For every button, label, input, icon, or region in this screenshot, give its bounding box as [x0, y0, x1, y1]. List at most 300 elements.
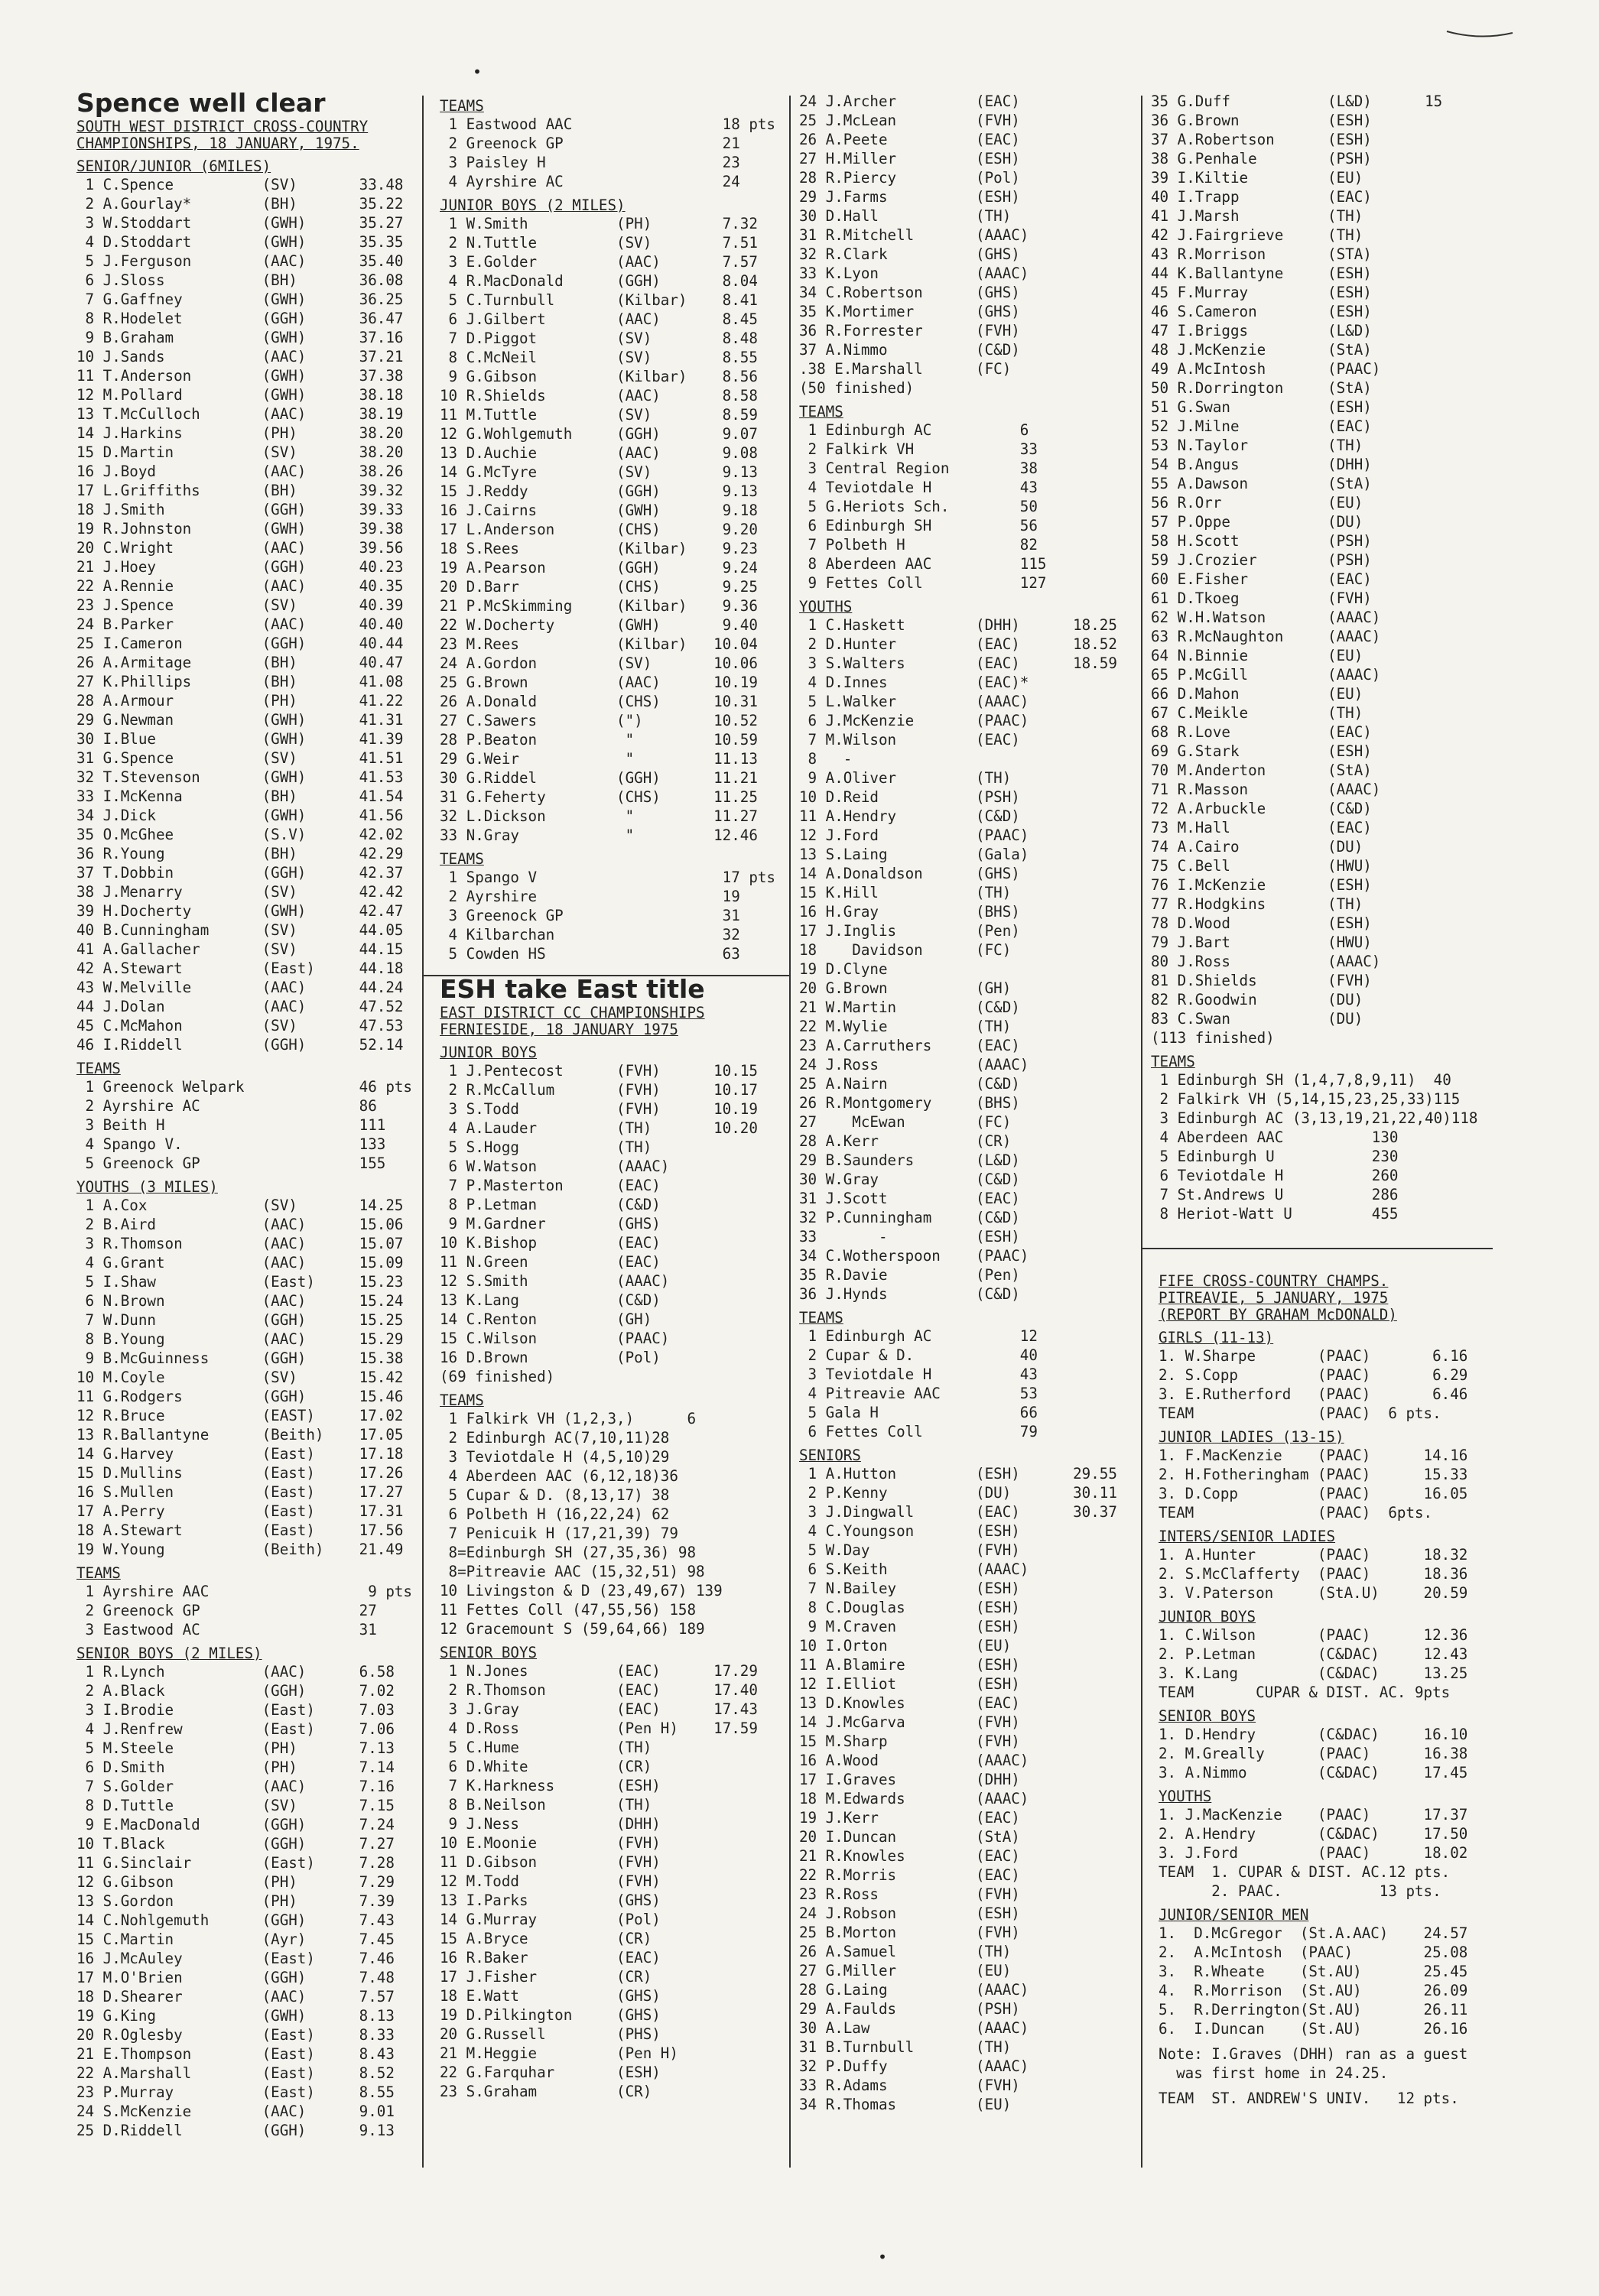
result-line: 7 D.Piggot (SV) 8.48: [440, 330, 758, 347]
result-line: 17 J.Inglis (Pen): [799, 922, 1020, 940]
result-line: 10 M.Coyle (SV) 15.42: [76, 1369, 404, 1386]
result-line: 16 S.Mullen (East) 17.27: [76, 1483, 404, 1501]
result-line: TEAM (PAAC) 6 pts.: [1159, 1405, 1441, 1422]
result-line: 6 Teviotdale H 260: [1151, 1167, 1399, 1184]
result-line: 18 M.Edwards (AAAC): [799, 1790, 1029, 1807]
result-line: 11 N.Green (EAC): [440, 1253, 661, 1271]
section-heading: SENIOR BOYS (2 MILES): [76, 1645, 262, 1662]
result-line: 2 Ayrshire AC 86: [76, 1097, 377, 1115]
result-line: 1. F.MacKenzie (PAAC) 14.16: [1159, 1447, 1468, 1464]
result-line: 24 J.Ross (AAAC): [799, 1056, 1029, 1073]
result-line: 8 B.Young (AAC) 15.29: [76, 1330, 404, 1348]
result-line: 1. D.McGregor (St.A.AAC) 24.57: [1159, 1924, 1468, 1942]
result-line: 15 K.Hill (TH): [799, 884, 1012, 901]
result-line: 11 G.Rodgers (GGH) 15.46: [76, 1388, 404, 1405]
result-line: 73 M.Hall (EAC): [1151, 819, 1372, 836]
result-line: 3 J.Gray (EAC) 17.43: [440, 1700, 758, 1718]
result-line: 35 R.Davie (Pen): [799, 1266, 1020, 1284]
result-line: 68 R.Love (EAC): [1151, 723, 1372, 741]
result-line: 2 Falkirk VH 33: [799, 440, 1038, 458]
result-line: 36 R.Young (BH) 42.29: [76, 845, 404, 862]
result-line: 27 C.Sawers (") 10.52: [440, 712, 758, 729]
result-line: 15 A.Bryce (CR): [440, 1930, 652, 1947]
result-line: 5 Greenock GP 155: [76, 1154, 386, 1172]
result-line: 7 P.Masterton (EAC): [440, 1177, 661, 1194]
result-line: 14 C.Nohlgemuth (GGH) 7.43: [76, 1911, 395, 1929]
result-line: 19 D.Pilkington (GHS): [440, 2006, 661, 2024]
result-line: 81 D.Shields (FVH): [1151, 972, 1372, 989]
result-line: 1 Edinburgh AC 6: [799, 421, 1029, 439]
result-line: 20 D.Barr (CHS) 9.25: [440, 578, 758, 596]
result-line: 18 D.Shearer (AAC) 7.57: [76, 1988, 395, 2005]
result-line: 22 W.Docherty (GWH) 9.40: [440, 616, 758, 634]
result-line: 21 E.Thompson (East) 8.43: [76, 2045, 395, 2063]
result-line: 30 I.Blue (GWH) 41.39: [76, 730, 404, 748]
result-line: 3 E.Golder (AAC) 7.57: [440, 253, 758, 271]
result-line: 56 R.Orr (EU): [1151, 494, 1363, 511]
result-line: 4 A.Lauder (TH) 10.20: [440, 1119, 758, 1137]
result-line: 21 M.Heggie (Pen H): [440, 2044, 678, 2062]
result-line: 6 J.McKenzie (PAAC): [799, 712, 1029, 729]
result-line: 24 B.Parker (AAC) 40.40: [76, 615, 404, 633]
result-line: 3. A.Nimmo (C&DAC) 17.45: [1159, 1764, 1468, 1781]
result-line: 8 B.Neilson (TH): [440, 1796, 652, 1814]
result-line: 46 I.Riddell (GGH) 52.14: [76, 1036, 404, 1054]
section-gap: [440, 1386, 776, 1392]
result-line: 22 G.Farquhar (ESH): [440, 2064, 661, 2081]
result-line: 27 K.Phillips (BH) 41.08: [76, 673, 404, 690]
result-line: 41 A.Gallacher (SV) 44.15: [76, 940, 404, 958]
result-line: 3 Central Region 38: [799, 460, 1038, 477]
result-line: 17 L.Griffiths (BH) 39.32: [76, 482, 404, 499]
result-line: 30 D.Hall (TH): [799, 207, 1012, 225]
result-line: 11 A.Blamire (ESH): [799, 1656, 1020, 1674]
result-line: 19 W.Young (Beith) 21.49: [76, 1541, 404, 1558]
result-line: 1 R.Lynch (AAC) 6.58: [76, 1663, 395, 1681]
result-line: 12 I.Elliot (ESH): [799, 1675, 1020, 1693]
article-title: ESH take East title: [440, 974, 705, 1004]
result-line: 83 C.Swan (DU): [1151, 1010, 1363, 1028]
result-line: 18 E.Watt (GHS): [440, 1987, 661, 2005]
section-gap: [1151, 1047, 1503, 1054]
result-line: 53 N.Taylor (TH): [1151, 437, 1363, 454]
result-line: 5 I.Shaw (East) 15.23: [76, 1273, 404, 1291]
result-line: 16 D.Brown (Pol): [440, 1349, 661, 1366]
result-line: 23 P.Murray (East) 8.55: [76, 2083, 395, 2101]
result-line: 9 A.Oliver (TH): [799, 769, 1012, 787]
result-line: 58 H.Scott (PSH): [1151, 532, 1372, 550]
result-line: 34 R.Thomas (EU): [799, 2096, 1012, 2113]
result-line: 1 Edinburgh SH (1,4,7,8,9,11) 40: [1151, 1071, 1451, 1089]
result-line: 2 Cupar & D. 40: [799, 1346, 1038, 1364]
column-rule-1: [422, 96, 424, 2168]
section-heading: YOUTHS: [799, 598, 853, 615]
section-heading: TEAMS: [440, 850, 484, 868]
result-line: 8 Heriot-Watt U 455: [1151, 1205, 1399, 1223]
result-line: 5 M.Steele (PH) 7.13: [76, 1739, 395, 1757]
result-line: 3 J.Dingwall (EAC) 30.37: [799, 1503, 1117, 1521]
result-line: 63 R.McNaughton (AAAC): [1151, 628, 1381, 645]
result-line: 10 Livingston & D (23,49,67) 139: [440, 1582, 723, 1599]
result-line: 10 D.Reid (PSH): [799, 788, 1020, 806]
result-line: 2 D.Hunter (EAC) 18.52: [799, 635, 1117, 653]
section-heading: TEAMS: [799, 403, 843, 421]
result-line: 9 Fettes Coll 127: [799, 574, 1047, 592]
result-line: 10 E.Moonie (FVH): [440, 1834, 661, 1852]
result-line: 2. A.Hendry (C&DAC) 17.50: [1159, 1825, 1468, 1843]
result-line: 33 - (ESH): [799, 1228, 1020, 1245]
result-line: 51 G.Swan (ESH): [1151, 398, 1372, 416]
section-heading: JUNIOR BOYS: [440, 1044, 538, 1061]
result-line: 3 S.Walters (EAC) 18.59: [799, 654, 1117, 672]
result-line: 42 A.Stewart (East) 44.18: [76, 960, 404, 977]
result-line: 2 Greenock GP 21: [440, 135, 740, 152]
result-line: 24 S.McKenzie (AAC) 9.01: [76, 2103, 395, 2120]
result-line: 22 M.Wylie (TH): [799, 1018, 1012, 1035]
result-line: 2 A.Gourlay* (BH) 35.22: [76, 195, 404, 213]
result-line: 23 J.Spence (SV) 40.39: [76, 596, 404, 614]
result-line: 12 R.Bruce (EAST) 17.02: [76, 1407, 404, 1424]
result-line: 33 N.Gray " 12.46: [440, 826, 758, 844]
section-rule-col4: [1141, 1248, 1493, 1249]
result-line: 26 A.Donald (CHS) 10.31: [440, 693, 758, 710]
result-line: 14 C.Renton (GH): [440, 1310, 652, 1328]
result-line: 37 A.Nimmo (C&D): [799, 341, 1020, 359]
result-line: 10 K.Bishop (EAC): [440, 1234, 661, 1252]
section-heading: TEAMS: [440, 1392, 484, 1409]
result-line: 77 R.Hodgkins (TH): [1151, 895, 1363, 913]
scan-mark: •: [878, 2248, 888, 2266]
result-line: 16 R.Baker (EAC): [440, 1949, 661, 1966]
result-line: 2. S.McClafferty (PAAC) 18.36: [1159, 1565, 1468, 1583]
result-line: 5 J.Ferguson (AAC) 35.40: [76, 252, 404, 270]
result-line: 74 A.Cairo (DU): [1151, 838, 1363, 856]
result-line: 3 Edinburgh AC (3,13,19,21,22,40)118: [1151, 1109, 1478, 1127]
result-line: 39 H.Docherty (GWH) 42.47: [76, 902, 404, 920]
result-line: 22 A.Marshall (East) 8.52: [76, 2064, 395, 2082]
result-line: 3 Teviotdale H (4,5,10)29: [440, 1448, 670, 1466]
result-line: 2 R.McCallum (FVH) 10.17: [440, 1081, 758, 1099]
section-heading: SENIOR BOYS: [440, 1644, 538, 1661]
result-line: 7 G.Gaffney (GWH) 36.25: [76, 291, 404, 308]
result-line: 24 J.Robson (ESH): [799, 1905, 1020, 1922]
section-heading: TEAMS: [440, 97, 484, 115]
result-line: 5. R.Derrington(St.AU) 26.11: [1159, 2001, 1468, 2018]
result-line: 2. P.Letman (C&DAC) 12.43: [1159, 1645, 1468, 1663]
result-line: 1. D.Hendry (C&DAC) 16.10: [1159, 1726, 1468, 1743]
result-line: 35 O.McGhee (S.V) 42.02: [76, 826, 404, 843]
result-line: 3 Beith H 111: [76, 1116, 386, 1134]
result-line: 31 J.Scott (EAC): [799, 1190, 1020, 1207]
result-line: 3 I.Brodie (East) 7.03: [76, 1701, 395, 1719]
result-line: 29 A.Faulds (PSH): [799, 2000, 1020, 2018]
result-line: 36 J.Hynds (C&D): [799, 1285, 1020, 1303]
result-line: 36 R.Forrester (FVH): [799, 322, 1020, 339]
result-line: 16 H.Gray (BHS): [799, 903, 1020, 921]
result-line: 17 A.Perry (East) 17.31: [76, 1502, 404, 1520]
result-line: 8 C.Douglas (ESH): [799, 1599, 1020, 1616]
result-line: 24 A.Gordon (SV) 10.06: [440, 654, 758, 672]
result-line: 14 G.McTyre (SV) 9.13: [440, 463, 758, 481]
result-line: 29 B.Saunders (L&D): [799, 1151, 1020, 1169]
result-line: 33 K.Lyon (AAAC): [799, 265, 1029, 282]
section-gap: [440, 92, 776, 98]
result-line: 14 A.Donaldson (GHS): [799, 865, 1020, 882]
result-line: .38 E.Marshall (FC): [799, 360, 1012, 378]
result-line: 6 W.Watson (AAAC): [440, 1158, 670, 1175]
result-line: 6 N.Brown (AAC) 15.24: [76, 1292, 404, 1310]
result-line: 26 A.Armitage (BH) 40.47: [76, 654, 404, 671]
result-line: 30 W.Gray (C&D): [799, 1171, 1020, 1188]
result-line: 71 R.Masson (AAAC): [1151, 781, 1381, 798]
result-line: 35 G.Duff (L&D) 15: [1151, 93, 1443, 110]
result-line: 12 J.Ford (PAAC): [799, 826, 1029, 844]
result-line: 9 B.McGuinness (GGH) 15.38: [76, 1349, 404, 1367]
result-line: 4 Spango V. 133: [76, 1135, 386, 1153]
result-line: 8 P.Letman (C&D): [440, 1196, 661, 1213]
result-line: 18 S.Rees (Kilbar) 9.23: [440, 540, 758, 557]
result-line: 25 J.McLean (FVH): [799, 112, 1020, 129]
result-line: 39 I.Kiltie (EU): [1151, 169, 1363, 187]
result-line: 27 McEwan (FC): [799, 1113, 1012, 1131]
result-line: 25 G.Brown (AAC) 10.19: [440, 674, 758, 691]
result-line: 66 D.Mahon (EU): [1151, 685, 1363, 703]
section-heading: YOUTHS (3 MILES): [76, 1178, 218, 1196]
result-line: 20 I.Duncan (StA): [799, 1828, 1020, 1846]
result-line: 26 R.Montgomery (BHS): [799, 1094, 1020, 1112]
result-line: 15 C.Martin (Ayr) 7.45: [76, 1931, 395, 1948]
result-line: 4 D.Stoddart (GWH) 35.35: [76, 233, 404, 251]
result-line: 29 G.Weir " 11.13: [440, 750, 758, 768]
result-line: 11 M.Tuttle (SV) 8.59: [440, 406, 758, 424]
section-heading: JUNIOR/SENIOR MEN: [1159, 1906, 1309, 1924]
fife-note: Note: I.Graves (DHH) ran as a guest: [1159, 2045, 1468, 2063]
result-line: 4 Pitreavie AAC 53: [799, 1385, 1038, 1402]
result-line: 10 J.Sands (AAC) 37.21: [76, 348, 404, 365]
result-line: 5 Cowden HS 63: [440, 945, 740, 963]
result-line: (113 finished): [1151, 1029, 1275, 1047]
result-line: 54 B.Angus (DHH): [1151, 456, 1372, 473]
result-line: 1. W.Sharpe (PAAC) 6.16: [1159, 1347, 1468, 1365]
result-line: 12 Gracemount S (59,64,66) 189: [440, 1620, 705, 1638]
result-line: 20 C.Wright (AAC) 39.56: [76, 539, 404, 557]
result-line: 11 A.Hendry (C&D): [799, 807, 1020, 825]
result-line: 19 G.King (GWH) 8.13: [76, 2007, 395, 2025]
result-line: 26 A.Samuel (TH): [799, 1943, 1012, 1960]
result-line: 72 A.Arbuckle (C&D): [1151, 800, 1372, 817]
seniors-continued-column: [1151, 92, 1503, 1223]
result-line: 11 G.Sinclair (East) 7.28: [76, 1854, 395, 1872]
result-line: 4 Aberdeen AAC (6,12,18)36: [440, 1467, 678, 1485]
result-line: 34 C.Robertson (GHS): [799, 284, 1020, 301]
result-line: 1 J.Pentecost (FVH) 10.15: [440, 1062, 758, 1080]
result-line: 13 R.Ballantyne (Beith) 17.05: [76, 1426, 404, 1444]
result-line: 5 L.Walker (AAAC): [799, 693, 1029, 710]
result-line: 35 K.Mortimer (GHS): [799, 303, 1020, 320]
result-line: 1 C.Spence (SV) 33.48: [76, 176, 404, 193]
result-line: 30 G.Riddel (GGH) 11.21: [440, 769, 758, 787]
result-line: 4 J.Renfrew (East) 7.06: [76, 1720, 395, 1738]
result-line: 3 W.Stoddart (GWH) 35.27: [76, 214, 404, 232]
result-line: 1 Greenock Welpark 46 pts: [76, 1078, 412, 1096]
result-line: 5 S.Hogg (TH): [440, 1138, 652, 1156]
fife-note: was first home in 24.25.: [1159, 2064, 1389, 2082]
east-district-column: [440, 92, 776, 2101]
result-line: 34 C.Wotherspoon (PAAC): [799, 1247, 1029, 1265]
result-line: 16 J.McAuley (East) 7.46: [76, 1950, 395, 1967]
result-line: 78 D.Wood (ESH): [1151, 914, 1372, 932]
result-line: 64 N.Binnie (EU): [1151, 647, 1363, 664]
result-line: 44 K.Ballantyne (ESH): [1151, 265, 1372, 282]
result-line: 79 J.Bart (HWU): [1151, 934, 1372, 951]
result-line: 4 G.Grant (AAC) 15.09: [76, 1254, 404, 1271]
result-line: 5 C.Hume (TH): [440, 1739, 652, 1756]
section-gap: [76, 1054, 417, 1060]
result-line: 24 J.Archer (EAC): [799, 93, 1020, 110]
section-heading: INTERS/SENIOR LADIES: [1159, 1528, 1336, 1545]
result-line: 33 I.McKenna (BH) 41.54: [76, 788, 404, 805]
result-line: 23 S.Graham (CR): [440, 2083, 652, 2100]
fife-title-line: PITREAVIE, 5 JANUARY, 1975: [1159, 1289, 1389, 1307]
result-line: 76 I.McKenzie (ESH): [1151, 876, 1372, 894]
result-line: 9 M.Gardner (GHS): [440, 1215, 661, 1232]
result-line: (69 finished): [440, 1368, 555, 1385]
result-line: 45 F.Murray (ESH): [1151, 284, 1372, 301]
section-heading: TEAMS: [76, 1060, 121, 1077]
result-line: 2 A.Black (GGH) 7.02: [76, 1682, 395, 1700]
result-line: 3 Teviotdale H 43: [799, 1366, 1038, 1383]
result-line: 3. K.Lang (C&DAC) 13.25: [1159, 1664, 1468, 1682]
result-line: 32 L.Dickson " 11.27: [440, 807, 758, 825]
result-line: 8=Edinburgh SH (27,35,36) 98: [440, 1544, 697, 1561]
result-line: 1. A.Hunter (PAAC) 18.32: [1159, 1546, 1468, 1564]
result-line: 49 A.McIntosh (PAAC): [1151, 360, 1381, 378]
result-line: 6 J.Gilbert (AAC) 8.45: [440, 310, 758, 328]
result-line: 13 D.Auchie (AAC) 9.08: [440, 444, 758, 462]
section-gap: [76, 1559, 417, 1565]
result-line: 52 J.Milne (EAC): [1151, 417, 1372, 435]
section-gap: [799, 398, 1136, 404]
result-line: 59 J.Crozier (PSH): [1151, 551, 1372, 569]
result-line: 28 R.Piercy (Pol): [799, 169, 1020, 187]
result-line: 20 G.Brown (GH): [799, 979, 1012, 997]
result-line: 8 C.McNeil (SV) 8.55: [440, 349, 758, 366]
result-line: 15 J.Reddy (GGH) 9.13: [440, 482, 758, 500]
result-line: 7 Penicuik H (17,21,39) 79: [440, 1525, 678, 1542]
result-line: 10 R.Shields (AAC) 8.58: [440, 387, 758, 404]
spacer: [440, 963, 776, 974]
result-line: 16 A.Wood (AAAC): [799, 1752, 1029, 1769]
corner-curl: [1445, 27, 1514, 42]
result-line: 37 A.Robertson (ESH): [1151, 131, 1372, 148]
result-line: 18 A.Stewart (East) 17.56: [76, 1521, 404, 1539]
result-line: 15 M.Sharp (FVH): [799, 1733, 1020, 1750]
result-line: 67 C.Meikle (TH): [1151, 704, 1363, 722]
result-line: 5 C.Turnbull (Kilbar) 8.41: [440, 291, 758, 309]
result-line: 31 G.Feherty (CHS) 11.25: [440, 788, 758, 806]
result-line: 75 C.Bell (HWU): [1151, 857, 1372, 875]
result-line: 2. PAAC. 13 pts.: [1159, 1882, 1441, 1900]
column-rule-2: [789, 96, 791, 2168]
result-line: 31 G.Spence (SV) 41.51: [76, 749, 404, 767]
result-line: 13 D.Knowles (EAC): [799, 1694, 1020, 1712]
result-line: 6 D.White (CR): [440, 1758, 652, 1775]
result-line: 45 C.McMahon (SV) 47.53: [76, 1017, 404, 1034]
article-subtitle: CHAMPIONSHIPS, 18 JANUARY, 1975.: [76, 135, 359, 152]
result-line: 33 R.Adams (FVH): [799, 2077, 1020, 2094]
result-line: 28 P.Beaton " 10.59: [440, 731, 758, 749]
result-line: 17 J.Fisher (CR): [440, 1968, 652, 1986]
fife-report: [1159, 1273, 1503, 2108]
result-line: 15 C.Wilson (PAAC): [440, 1330, 670, 1347]
result-line: 4 D.Ross (Pen H) 17.59: [440, 1720, 758, 1737]
column-rule-3: [1141, 96, 1142, 2168]
result-line: 27 G.Miller (EU): [799, 1962, 1012, 1979]
section-gap: [440, 845, 776, 851]
result-line: 8 Aberdeen AAC 115: [799, 555, 1047, 573]
result-line: 21 R.Knowles (EAC): [799, 1847, 1020, 1865]
result-line: 12 S.Smith (AAAC): [440, 1272, 670, 1290]
result-line: 3. J.Ford (PAAC) 18.02: [1159, 1844, 1468, 1862]
result-line: 4 R.MacDonald (GGH) 8.04: [440, 272, 758, 290]
result-line: 19 A.Pearson (GGH) 9.24: [440, 559, 758, 576]
result-line: 7 K.Harkness (ESH): [440, 1777, 661, 1794]
result-line: 3. D.Copp (PAAC) 16.05: [1159, 1485, 1468, 1502]
result-line: 28 A.Kerr (CR): [799, 1132, 1012, 1150]
result-line: 6 Polbeth H (16,22,24) 62: [440, 1505, 670, 1523]
result-line: 2. A.McIntosh (PAAC) 25.08: [1159, 1944, 1468, 1961]
result-line: 5 G.Heriots Sch. 50: [799, 498, 1038, 515]
result-line: 15 D.Martin (SV) 38.20: [76, 443, 404, 461]
result-line: 20 G.Russell (PHS): [440, 2025, 661, 2043]
result-line: 17 M.O'Brien (GGH) 7.48: [76, 1969, 395, 1986]
result-line: 2 Falkirk VH (5,14,15,23,25,33)115: [1151, 1090, 1461, 1108]
result-line: 7 S.Golder (AAC) 7.16: [76, 1778, 395, 1795]
result-line: 30 A.Law (AAAC): [799, 2019, 1029, 2037]
result-line: 3 S.Todd (FVH) 10.19: [440, 1100, 758, 1118]
result-line: 23 A.Carruthers (EAC): [799, 1037, 1020, 1054]
result-line: 6 D.Smith (PH) 7.14: [76, 1759, 395, 1776]
article-subtitle: FERNIESIDE, 18 JANUARY 1975: [440, 1021, 678, 1038]
section-gap: [1159, 2083, 1503, 2089]
result-line: 60 E.Fisher (EAC): [1151, 570, 1372, 588]
result-line: 7 W.Dunn (GGH) 15.25: [76, 1311, 404, 1329]
result-line: 11 Fettes Coll (47,55,56) 158: [440, 1601, 697, 1619]
result-line: 61 D.Tkoeg (FVH): [1151, 589, 1372, 607]
result-line: 32 P.Duffy (AAAC): [799, 2057, 1029, 2075]
section-gap: [1159, 2038, 1503, 2044]
result-line: 7 M.Wilson (EAC): [799, 731, 1020, 749]
result-line: 5 Cupar & D. (8,13,17) 38: [440, 1486, 670, 1504]
result-line: 25 I.Cameron (GGH) 40.44: [76, 635, 404, 652]
result-line: 37 T.Dobbin (GGH) 42.37: [76, 864, 404, 882]
result-line: 2 N.Tuttle (SV) 7.51: [440, 234, 758, 252]
result-line: 3. V.Paterson (StA.U) 20.59: [1159, 1584, 1468, 1602]
section-heading: SENIOR/JUNIOR (6MILES): [76, 158, 271, 175]
result-line: 25 D.Riddell (GGH) 9.13: [76, 2122, 395, 2139]
section-heading: JUNIOR BOYS (2 MILES): [440, 196, 626, 214]
result-line: TEAM 1. CUPAR & DIST. AC.12 pts.: [1159, 1863, 1451, 1881]
result-line: 16 J.Cairns (GWH) 9.18: [440, 502, 758, 519]
result-line: 43 R.Morrison (STA): [1151, 245, 1372, 263]
result-line: 8 R.Hodelet (GGH) 36.47: [76, 310, 404, 327]
result-line: 2 R.Thomson (EAC) 17.40: [440, 1681, 758, 1699]
result-line: 65 P.McGill (AAAC): [1151, 666, 1381, 684]
section-heading: SENIORS: [799, 1447, 861, 1464]
result-line: 4 C.Youngson (ESH): [799, 1522, 1020, 1540]
result-line: 13 S.Gordon (PH) 7.39: [76, 1892, 395, 1910]
article-subtitle: EAST DISTRICT CC CHAMPIONSHIPS: [440, 1004, 705, 1021]
